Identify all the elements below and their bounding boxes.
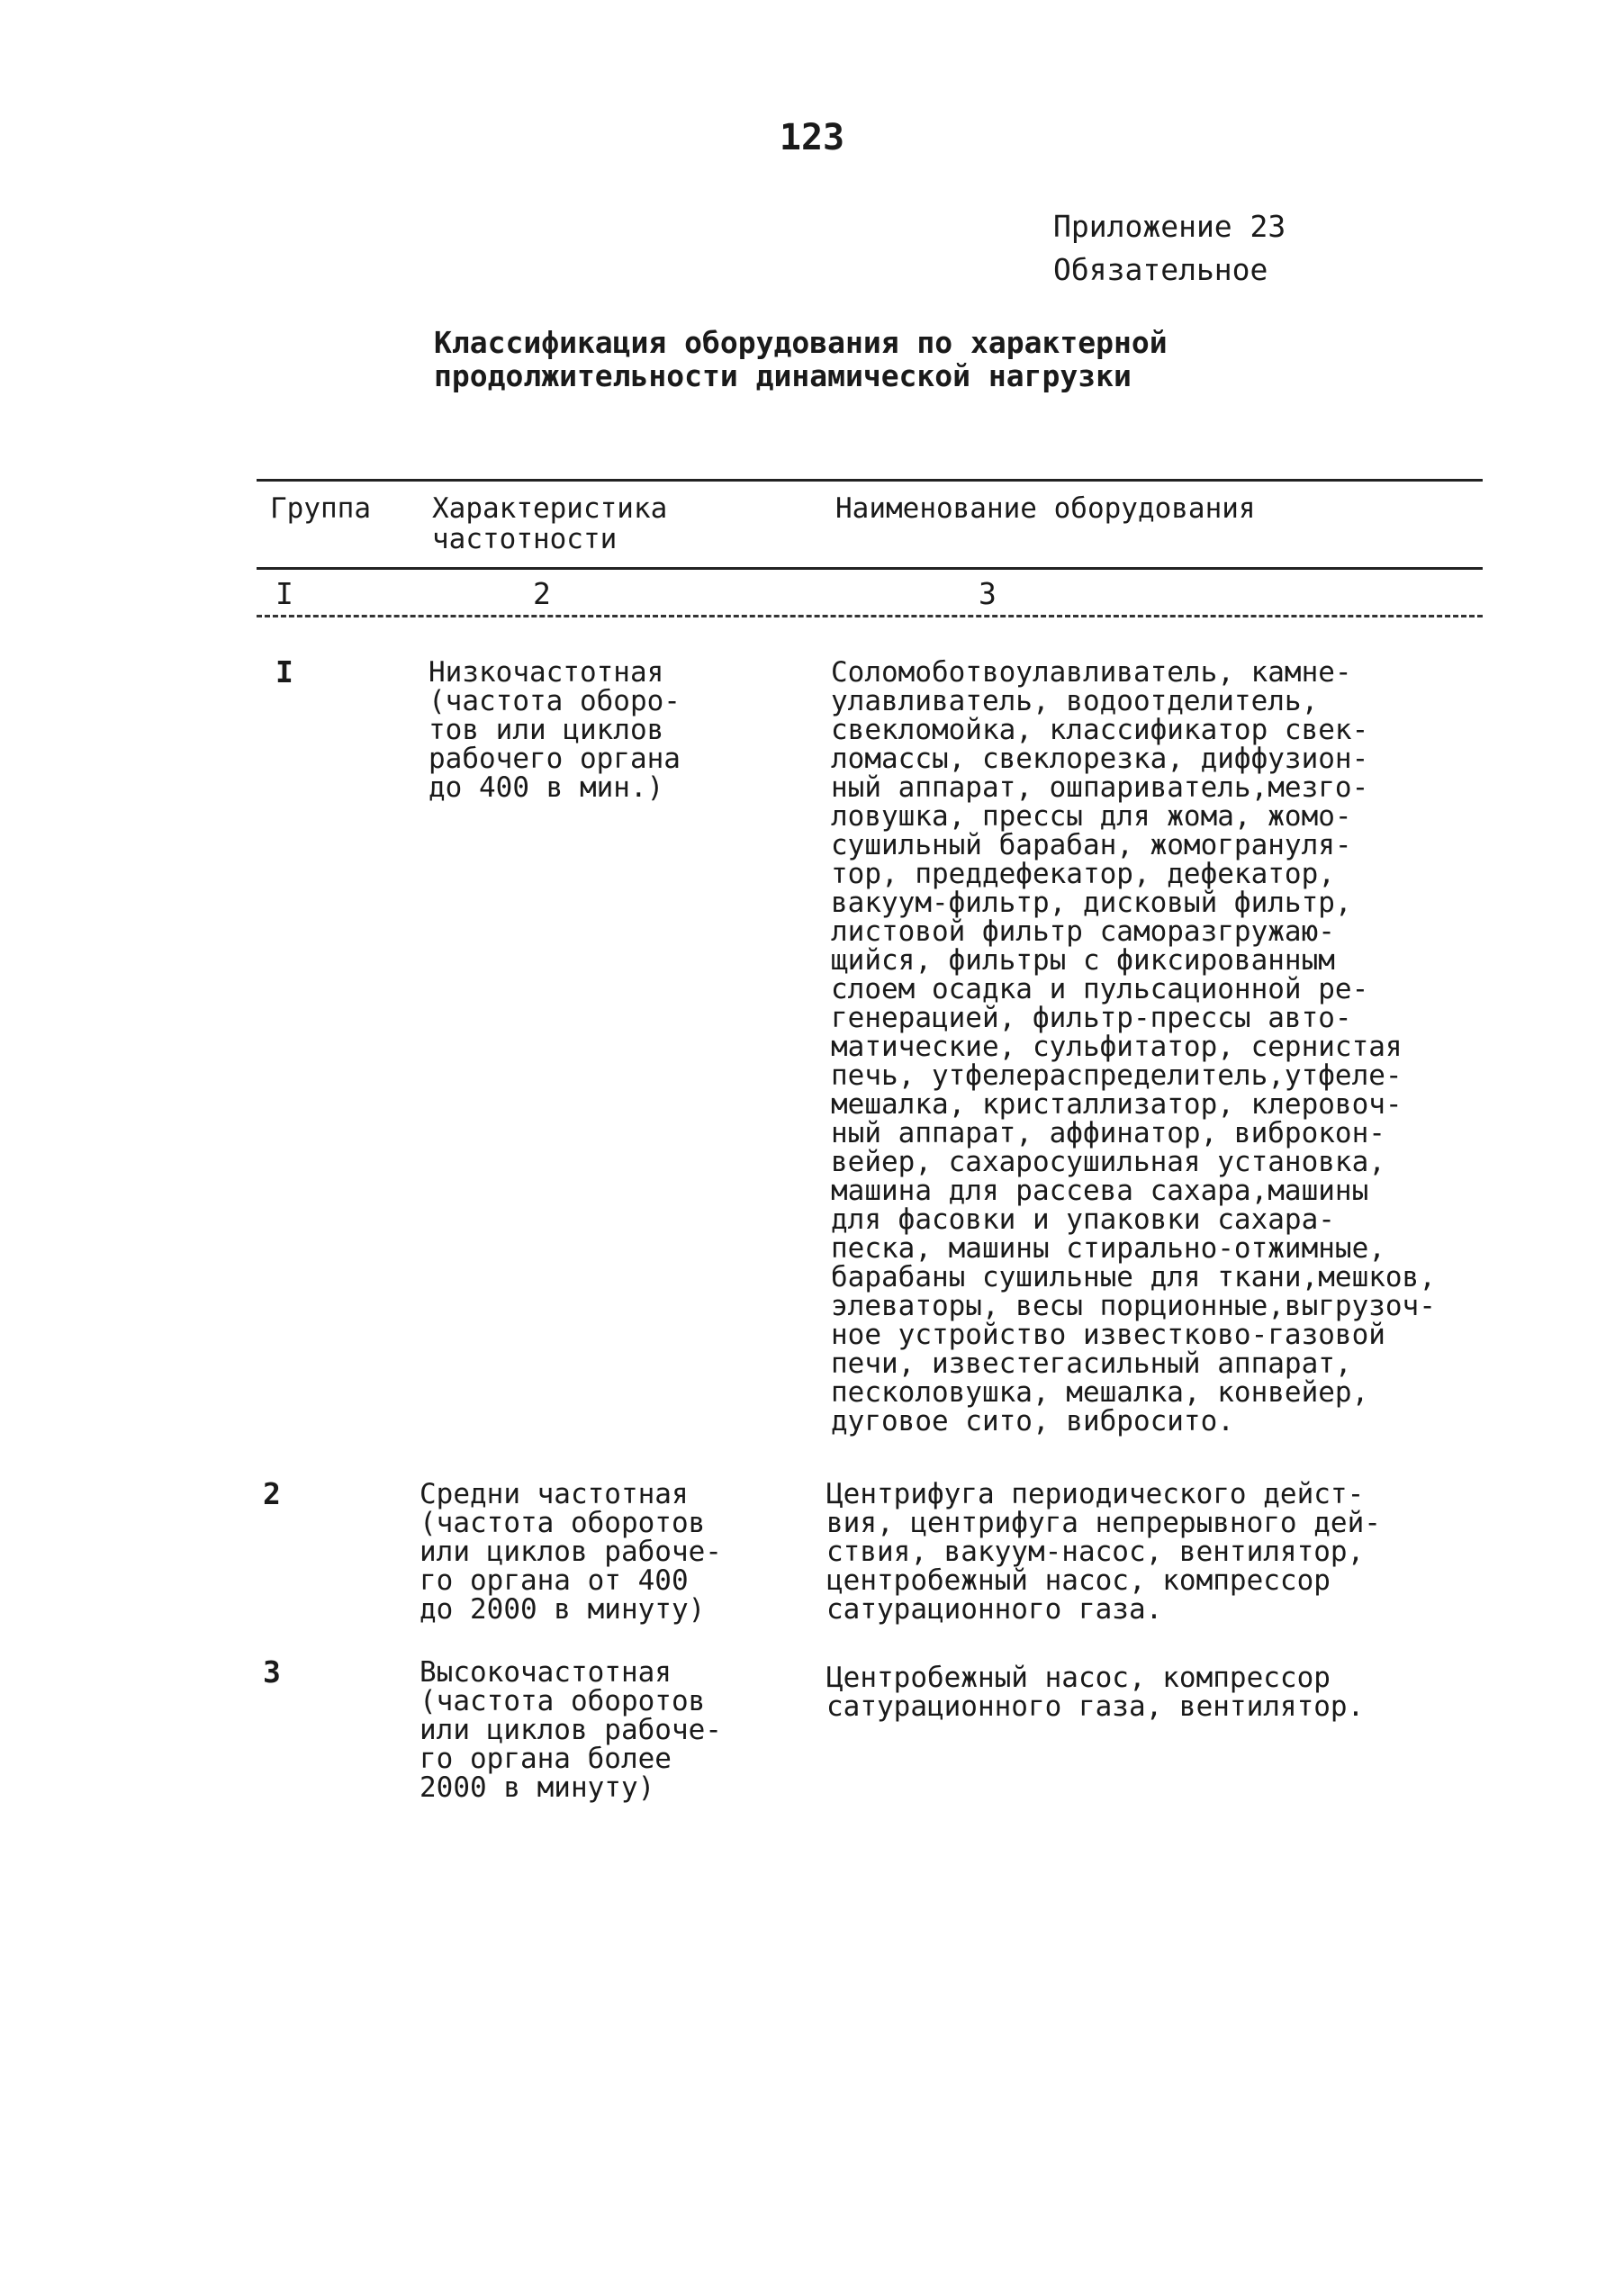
document-title: Классификация оборудования по характерной продолжительности динамической нагрузки xyxy=(434,325,1168,393)
row-3-group: 3 xyxy=(263,1654,281,1690)
header-equipment: Наименование оборудования xyxy=(835,492,1256,525)
header-characteristic: Характеристика частотности xyxy=(432,492,668,555)
row-2-characteristic: Средни частотная (частота оборотов или циклов рабоче- го органа от 400 до 2000 в минуту) xyxy=(420,1478,722,1626)
row-2-group: 2 xyxy=(263,1476,281,1511)
column-number-3: 3 xyxy=(979,576,997,611)
header-group: Группа xyxy=(270,492,371,525)
appendix-label xyxy=(1053,205,1286,292)
row-3-equipment: Центробежный насос, компрессор сатурационного газа, вентилятор. xyxy=(826,1662,1365,1723)
appendix-status: Обязательное xyxy=(1053,252,1268,287)
table-top-rule xyxy=(257,479,1483,482)
row-3-characteristic: Высокочастотная (частота оборотов или циклов рабоче- го органа более 2000 в минуту) xyxy=(420,1656,722,1804)
row-1-group: I xyxy=(275,654,293,689)
column-number-1: I xyxy=(275,576,293,611)
row-1-characteristic: Низкочастотная (частота оборо- тов или циклов рабочего органа до 400 в мин.) xyxy=(429,656,681,804)
row-2-equipment: Центрифуга периодического дейст- вия, центрифуга непрерывного дей- ствия, вакуум-насос, вентилятор, центробежный насос, компрессор сатурационного газа. xyxy=(826,1478,1381,1626)
page-number: 123 xyxy=(779,117,845,158)
header-divider-rule xyxy=(257,567,1483,570)
column-number-2: 2 xyxy=(533,576,551,611)
row-1-equipment: Соломоботвоулавливатель, камне- улавливатель, водоотделитель, свекломойка, классификатор свек- ломассы, свеклорезка, диффузион- ный аппарат, ошпариватель,мезго- ловушка, прессы для жома, жомо- сушильный барабан, жомогрануля- тор, преддефекатор, дефекатор, вакуум-фильтр, дисковый фильтр, листовой фильтр саморазгружаю- щийся, фильтры с фиксированным слоем осадка и пульсационной ре- генерацией, фильтр-прессы авто- матические, сульфитатор, сернистая печь, утфелераспределитель,утфеле- мешалка, кристаллизатор, клеровоч- ный аппарат, аффинатор, виброкон- вейер, сахаросушильная установка, машина для рассева сахара,машины для фасовки и упаковки сахара- песка, машины стирально-отжимные, барабаны сушильные для ткани,мешков, элеваторы, весы порционные,выгрузоч- ное устройство известково-газовой печи, известегасильный аппарат, песколовушка, мешалка, конвейер, дуговое сито, вибросито. xyxy=(831,656,1436,1437)
column-numbers-rule xyxy=(257,615,1483,617)
appendix-number: Приложение 23 xyxy=(1053,209,1286,244)
